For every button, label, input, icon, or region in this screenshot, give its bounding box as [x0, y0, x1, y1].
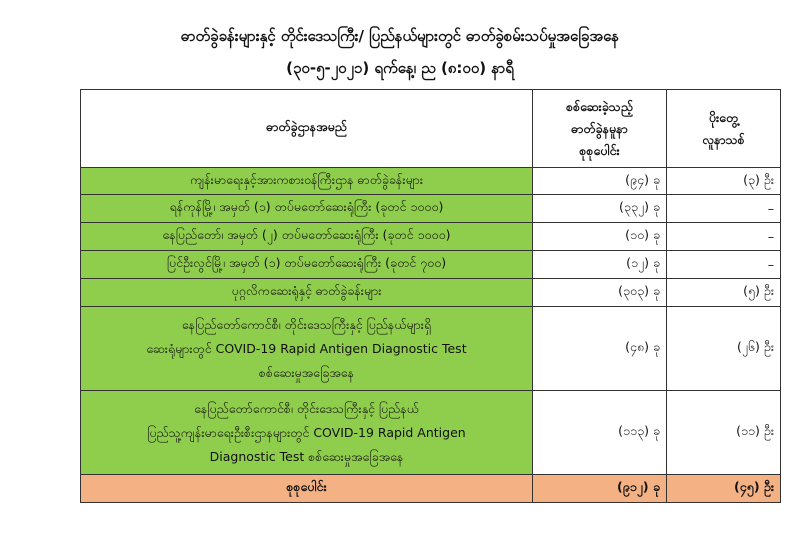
- row-lab-name: နေပြည်တော်၊ အမှတ် (၂) တပ်မတော်ဆေးရုံကြီး (ခုတင် ၁၀၀၀): [81, 223, 533, 251]
- row-lab-name-line2: ဆေးရုံများတွင် COVID-19 Rapid Antigen Diagnostic Test: [146, 340, 467, 356]
- header-lab-name-text: ဓာတ်ခွဲဌာနအမည်: [266, 119, 347, 134]
- row-tests: (၁၁၃) ခု: [533, 391, 667, 475]
- row-positive: –: [667, 195, 781, 223]
- row-positive: (၃) ဦး: [667, 168, 781, 195]
- row-lab-name-line3: Diagnostic Test စစ်ဆေးမှုအခြေအနေ: [209, 448, 404, 464]
- row-lab-name-line1: နေပြည်တော်ကောင်စီ၊ တိုင်းဒေသကြီးနှင့် ပြည်နယ်များရှိ: [181, 316, 432, 332]
- row-tests: (၄၈) ခု: [533, 307, 667, 391]
- total-positive: (၄၅) ဦး: [667, 475, 781, 503]
- row-lab-name-line3: စစ်ဆေးမှုအခြေအနေ: [258, 364, 355, 380]
- row-positive: (၂၆) ဦး: [667, 307, 781, 391]
- table-row: [81, 251, 781, 279]
- table-row: [81, 168, 781, 195]
- row-tests: (၁၂) ခု: [533, 251, 667, 279]
- row-tests: (၃၃၂) ခု: [533, 195, 667, 223]
- row-tests: (၁၀) ခု: [533, 223, 667, 251]
- report-title: ဓာတ်ခွဲခန်းများနှင့် တိုင်းဒေသကြီး/ ပြည်နယ်များတွင် ဓာတ်ခွဲစမ်းသပ်မှုအခြေအနေ: [180, 27, 620, 45]
- header-tests: [533, 90, 667, 168]
- table-row: [81, 195, 781, 223]
- row-positive: (၅) ဦး: [667, 279, 781, 307]
- row-tests: (၉၄) ခု: [533, 168, 667, 195]
- table-row: [81, 279, 781, 307]
- header-tests-line1: စစ်ဆေးခဲ့သည့်: [566, 98, 633, 114]
- header-positive-line2: လူနာသစ်: [702, 131, 745, 147]
- row-positive: –: [667, 251, 781, 279]
- header-tests-line2: ဓာတ်ခွဲနမူနာ: [571, 120, 628, 136]
- row-positive: –: [667, 223, 781, 251]
- table-row: [81, 391, 781, 475]
- header-tests-line3: စုစုပေါင်း: [579, 142, 620, 158]
- table-row: [81, 307, 781, 391]
- total-label: စုစုပေါင်း: [81, 475, 533, 503]
- row-lab-name-line1: နေပြည်တော်ကောင်စီ၊ တိုင်းဒေသကြီးနှင့် ပြည်နယ်: [194, 400, 419, 416]
- row-lab-name: ရန်ကုန်မြို့၊ အမှတ် (၁) တပ်မတော်ဆေးရုံကြီး (ခုတင် ၁၀၀၀): [81, 195, 533, 223]
- lab-testing-table: [80, 89, 781, 503]
- row-positive: (၁၁) ဦး: [667, 391, 781, 475]
- total-tests: (၉၁၂) ခု: [533, 475, 667, 503]
- row-lab-name-line2: ပြည်သူ့ကျန်းမာရေးဦးစီးဌာနများတွင် COVID-19 Rapid Antigen: [147, 424, 466, 440]
- table-header-row: [81, 90, 781, 168]
- header-lab-name: [81, 90, 533, 168]
- row-lab-name: ကျန်းမာရေးနှင့်အားကစားဝန်ကြီးဌာန ဓာတ်ခွဲခန်းများ: [81, 168, 533, 195]
- table-row: [81, 223, 781, 251]
- table-total-row: [81, 475, 781, 503]
- row-lab-name: ပုဂ္ဂလိကဆေးရုံနှင့် ဓာတ်ခွဲခန်းများ: [81, 279, 533, 307]
- header-positive-line1: ပိုးတွေ့: [708, 109, 739, 125]
- header-positive: [667, 90, 781, 168]
- report-datetime: (၃၀-၅-၂၀၂၁) ရက်နေ့၊ ည (၈:၀၀) နာရီ: [286, 59, 514, 77]
- row-lab-name: ပြင်ဦးလွင်မြို့၊ အမှတ် (၁) တပ်မတော်ဆေးရုံကြီး (ခုတင် ၇၀၀): [81, 251, 533, 279]
- row-lab-name: [81, 391, 533, 475]
- row-lab-name: [81, 307, 533, 391]
- row-tests: (၃၀၃) ခု: [533, 279, 667, 307]
